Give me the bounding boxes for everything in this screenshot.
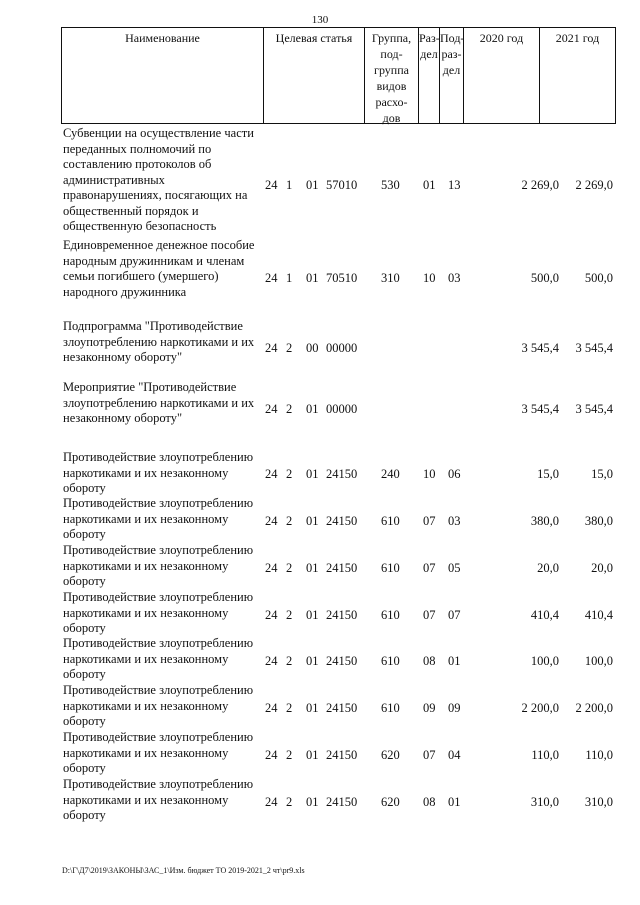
amount-2020: 2 200,0 xyxy=(521,701,559,715)
target-code-2: 2 xyxy=(286,341,293,355)
target-code-1: 24 xyxy=(265,795,278,809)
razdel-code: 10 xyxy=(423,467,436,481)
target-code-1: 24 xyxy=(265,608,278,622)
amount-2020: 15,0 xyxy=(537,467,559,481)
target-code-1: 24 xyxy=(265,467,278,481)
header-podrazdel: Под- раз- дел xyxy=(440,28,464,123)
header-2021: 2021 год xyxy=(555,31,600,45)
target-code-4: 57010 xyxy=(326,178,358,192)
target-code-3: 00 xyxy=(306,341,319,355)
row-name: Противодействие злоупотреблению наркотиками и их незаконному обороту xyxy=(63,543,254,588)
target-code-2: 2 xyxy=(286,467,293,481)
header-name: Наименование xyxy=(62,28,264,123)
header-target: Целевая статья xyxy=(264,28,365,123)
table-header xyxy=(61,27,616,124)
target-code-2: 1 xyxy=(286,178,293,192)
amount-2020: 3 545,4 xyxy=(521,402,559,416)
table-row xyxy=(61,543,621,587)
razdel-code: 07 xyxy=(423,608,436,622)
target-code-4: 24150 xyxy=(326,701,358,715)
amount-2021: 3 545,4 xyxy=(575,402,613,416)
group-code: 610 xyxy=(381,608,400,622)
target-code-3: 01 xyxy=(306,701,319,715)
amount-2021: 410,4 xyxy=(584,608,613,622)
amount-2021: 2 269,0 xyxy=(575,178,613,192)
razdel-code: 09 xyxy=(423,701,436,715)
target-code-4: 24150 xyxy=(326,795,358,809)
target-code-2: 2 xyxy=(286,561,293,575)
podrazdel-code: 13 xyxy=(448,178,461,192)
razdel-code: 07 xyxy=(423,514,436,528)
amount-2021: 100,0 xyxy=(584,654,613,668)
target-code-1: 24 xyxy=(265,271,278,285)
target-code-2: 1 xyxy=(286,271,293,285)
row-name: Подпрограмма "Противодействие злоупотреблению наркотиками и их незаконному обороту" xyxy=(63,319,255,364)
target-code-1: 24 xyxy=(265,178,278,192)
row-name: Противодействие злоупотреблению наркотиками и их незаконному обороту xyxy=(63,683,254,728)
group-code: 610 xyxy=(381,701,400,715)
table-row xyxy=(61,238,621,314)
row-name: Мероприятие "Противодействие злоупотреблению наркотиками и их незаконному обороту" xyxy=(63,380,255,425)
group-code: 620 xyxy=(381,748,400,762)
podrazdel-code: 05 xyxy=(448,561,461,575)
target-code-3: 01 xyxy=(306,402,319,416)
group-code: 620 xyxy=(381,795,400,809)
group-code: 610 xyxy=(381,514,400,528)
podrazdel-code: 03 xyxy=(448,514,461,528)
target-code-1: 24 xyxy=(265,402,278,416)
target-code-2: 2 xyxy=(286,402,293,416)
target-code-4: 24150 xyxy=(326,467,358,481)
group-code: 610 xyxy=(381,654,400,668)
podrazdel-code: 04 xyxy=(448,748,461,762)
target-code-3: 01 xyxy=(306,561,319,575)
podrazdel-code: 07 xyxy=(448,608,461,622)
target-code-2: 2 xyxy=(286,795,293,809)
razdel-code: 08 xyxy=(423,795,436,809)
amount-2020: 380,0 xyxy=(530,514,559,528)
amount-2021: 110,0 xyxy=(585,748,613,762)
table-row xyxy=(61,380,621,430)
table-row xyxy=(61,730,621,774)
razdel-code: 10 xyxy=(423,271,436,285)
page-number: 130 xyxy=(311,14,329,26)
target-code-3: 01 xyxy=(306,795,319,809)
target-code-3: 01 xyxy=(306,514,319,528)
group-code: 530 xyxy=(381,178,400,192)
target-code-3: 01 xyxy=(306,467,319,481)
target-code-4: 00000 xyxy=(326,402,358,416)
target-code-1: 24 xyxy=(265,514,278,528)
row-name: Единовременное денежное пособие народным дружинникам и членам семьи погибшего (умершего) народного дружинника xyxy=(63,238,255,299)
target-code-1: 24 xyxy=(265,341,278,355)
target-code-1: 24 xyxy=(265,701,278,715)
amount-2021: 15,0 xyxy=(591,467,613,481)
header-razdel: Раз- дел xyxy=(419,28,440,123)
row-name: Противодействие злоупотреблению наркотиками и их незаконному обороту xyxy=(63,636,254,681)
file-path: D:\Г\Д7\2019\ЗАКОНЫ\ЗАС_1\Изм. бюджет ТО 2019-2021_2 чт\pr9.xls xyxy=(62,866,305,875)
table-row xyxy=(61,126,621,238)
target-code-1: 24 xyxy=(265,654,278,668)
target-code-4: 24150 xyxy=(326,514,358,528)
razdel-code: 07 xyxy=(423,561,436,575)
target-code-2: 2 xyxy=(286,748,293,762)
target-code-3: 01 xyxy=(306,608,319,622)
header-2020: 2020 год xyxy=(464,28,540,123)
podrazdel-code: 01 xyxy=(448,654,461,668)
row-name: Противодействие злоупотреблению наркотиками и их незаконному обороту xyxy=(63,496,254,541)
amount-2020: 110,0 xyxy=(531,748,559,762)
target-code-3: 01 xyxy=(306,748,319,762)
group-code: 610 xyxy=(381,561,400,575)
amount-2020: 2 269,0 xyxy=(521,178,559,192)
razdel-code: 07 xyxy=(423,748,436,762)
target-code-1: 24 xyxy=(265,561,278,575)
amount-2020: 500,0 xyxy=(530,271,559,285)
target-code-2: 2 xyxy=(286,654,293,668)
amount-2021: 310,0 xyxy=(584,795,613,809)
table-row xyxy=(61,450,621,494)
amount-2020: 20,0 xyxy=(537,561,559,575)
row-name: Субвенции на осуществление части переданных полномочий по составлению протоколов об административных правонарушениях, посягающих на общественный порядок и общественную безопасность xyxy=(63,126,254,233)
header-group: Группа, под- группа видов расхо- дов xyxy=(365,28,419,123)
target-code-4: 70510 xyxy=(326,271,358,285)
amount-2020: 310,0 xyxy=(530,795,559,809)
table-row xyxy=(61,496,621,540)
amount-2021: 20,0 xyxy=(591,561,613,575)
target-code-3: 01 xyxy=(306,178,319,192)
razdel-code: 08 xyxy=(423,654,436,668)
amount-2021: 380,0 xyxy=(584,514,613,528)
razdel-code: 01 xyxy=(423,178,436,192)
table-row xyxy=(61,636,621,680)
amount-2020: 410,4 xyxy=(530,608,559,622)
target-code-1: 24 xyxy=(265,748,278,762)
amount-2021: 2 200,0 xyxy=(575,701,613,715)
target-code-2: 2 xyxy=(286,608,293,622)
target-code-2: 2 xyxy=(286,514,293,528)
table-row xyxy=(61,319,621,369)
podrazdel-code: 09 xyxy=(448,701,461,715)
target-code-4: 00000 xyxy=(326,341,358,355)
podrazdel-code: 03 xyxy=(448,271,461,285)
row-name: Противодействие злоупотреблению наркотиками и их незаконному обороту xyxy=(63,590,254,635)
table-row xyxy=(61,590,621,634)
target-code-3: 01 xyxy=(306,654,319,668)
amount-2020: 100,0 xyxy=(530,654,559,668)
target-code-4: 24150 xyxy=(326,561,358,575)
group-code: 240 xyxy=(381,467,400,481)
target-code-3: 01 xyxy=(306,271,319,285)
podrazdel-code: 01 xyxy=(448,795,461,809)
amount-2021: 3 545,4 xyxy=(575,341,613,355)
amount-2021: 500,0 xyxy=(584,271,613,285)
row-name: Противодействие злоупотреблению наркотиками и их незаконному обороту xyxy=(63,730,254,775)
target-code-2: 2 xyxy=(286,701,293,715)
podrazdel-code: 06 xyxy=(448,467,461,481)
group-code: 310 xyxy=(381,271,400,285)
target-code-4: 24150 xyxy=(326,748,358,762)
target-code-4: 24150 xyxy=(326,608,358,622)
row-name: Противодействие злоупотреблению наркотиками и их незаконному обороту xyxy=(63,777,254,822)
target-code-4: 24150 xyxy=(326,654,358,668)
amount-2020: 3 545,4 xyxy=(521,341,559,355)
row-name: Противодействие злоупотреблению наркотиками и их незаконному обороту xyxy=(63,450,254,495)
table-row xyxy=(61,683,621,727)
table-row xyxy=(61,777,621,821)
